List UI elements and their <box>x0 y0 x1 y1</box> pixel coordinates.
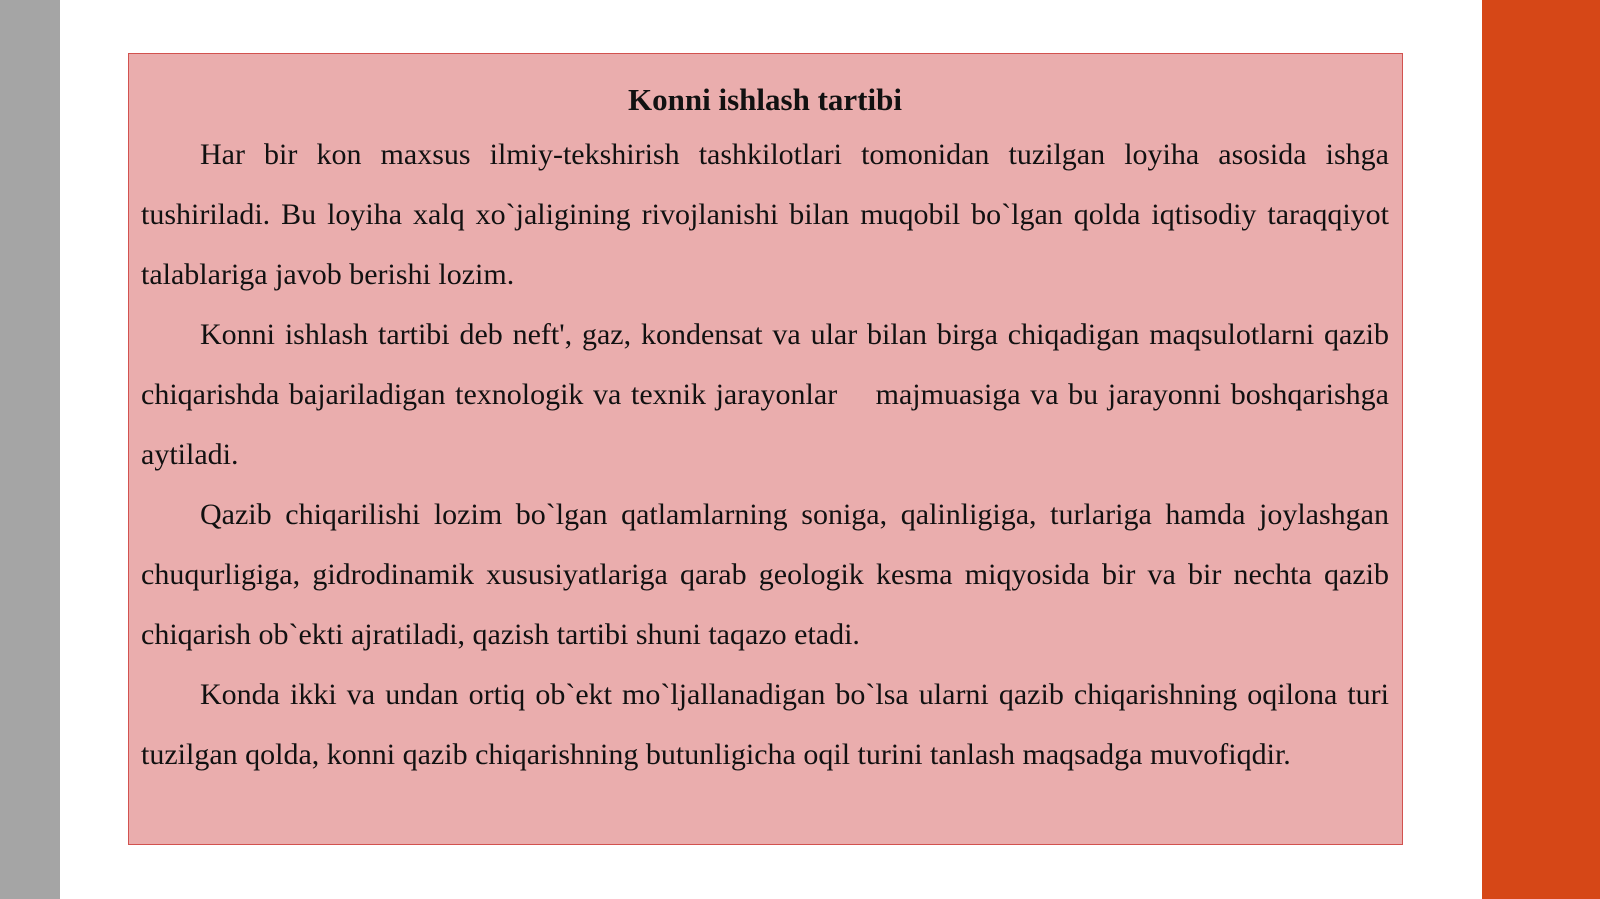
paragraph-1: Har bir kon maxsus ilmiy-tekshirish tashkilotlari tomonidan tuzilgan loyiha asosida ishga tushiriladi. Bu loyiha xalq xo`jaligining rivojlanishi bilan muqobil bo`lgan qolda iqtisodiy taraqqiyot talablariga javob berishi lozim. <box>141 138 1389 291</box>
paragraph-3: Qazib chiqarilishi lozim bo`lgan qatlamlarning soniga, qalinligiga, turlariga hamda joylashgan chuqurligiga, gidrodinamik xususiyatlariga qarab geologik kesma miqyosida bir va bir nechta qazib chiqarish ob`ekti ajratiladi, qazish tartibi shuni taqazo etadi. <box>141 498 1389 651</box>
paragraph-2: Konni ishlash tartibi deb neft', gaz, kondensat va ular bilan birga chiqadigan maqsulotlarni qazib chiqarishda bajariladigan texnologik va texnik jarayonlar majmuasiga va bu jarayonni boshqarishga aytiladi. <box>141 318 1397 471</box>
left-accent-bar <box>0 0 60 899</box>
content-text-box <box>128 53 1403 845</box>
right-accent-bar <box>1482 0 1600 899</box>
slide-title: Konni ishlash tartibi <box>628 82 902 117</box>
paragraph-4: Konda ikki va undan ortiq ob`ekt mo`ljallanadigan bo`lsa ularni qazib chiqarishning oqilona turi tuzilgan qolda, konni qazib chiqarishning butunligicha oqil turini tanlash maqsadga muvofiqdir. <box>141 678 1389 771</box>
